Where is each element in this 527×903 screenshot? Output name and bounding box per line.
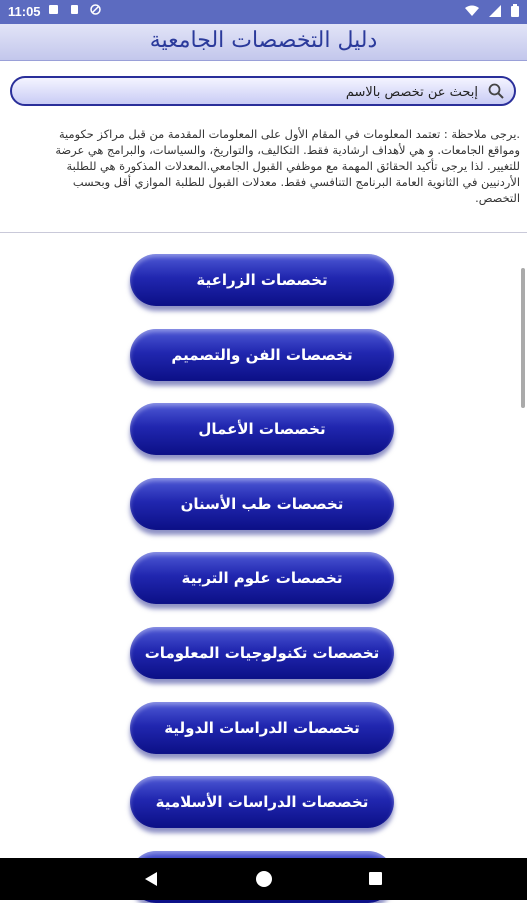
recent-apps-icon[interactable]	[369, 872, 382, 885]
back-icon[interactable]	[144, 871, 158, 887]
search-bar[interactable]	[10, 76, 516, 106]
storage-icon	[69, 4, 80, 15]
category-label: تخصصات تكنولوجيات المعلومات	[144, 644, 380, 662]
wifi-icon	[465, 5, 479, 21]
status-bar	[0, 0, 527, 24]
category-button-agriculture[interactable]	[130, 254, 394, 306]
category-label: تخصصات طب الأسنان	[180, 495, 344, 513]
category-button-dentistry[interactable]	[130, 478, 394, 530]
dnd-icon	[90, 4, 101, 15]
category-label: تخصصات الأعمال	[198, 420, 326, 438]
category-label: تخصصات الزراعية	[196, 271, 328, 289]
divider	[0, 232, 527, 233]
category-label: تخصصات الدراسات الأسلامية	[155, 793, 369, 811]
category-label: تخصصات الدراسات الدولية	[164, 719, 360, 737]
navigation-bar	[0, 858, 527, 900]
category-button-islamic-studies[interactable]	[130, 776, 394, 828]
disclaimer-note: .يرجى ملاحظة : تعتمد المعلومات في المقام الأول على المعلومات المقدمة من قبل مراكز حكومية ومواقع الجامعات. و هي لأهداف ارشادية فقط. التكاليف، والتواريخ، والسياسات، والبرامج هي عرضة للتغيير. لذا يرجى تأكيد الحقائق المهمة مع موظفي القبول الجامعي.المعدلات المذكورة هي للطلبة الأردنيين في الثانوية العامة البرنامج التنافسي فقط. معدلات القبول للطلبة الموازي أقل وبحسب التخصص.	[55, 127, 520, 205]
app-title-bar	[0, 24, 527, 61]
category-button-art-design[interactable]	[130, 329, 394, 381]
notification-icon	[48, 4, 59, 15]
search-input[interactable]	[42, 81, 480, 103]
signal-icon	[489, 5, 501, 21]
category-button-education[interactable]	[130, 552, 394, 604]
category-button-international-studies[interactable]	[130, 702, 394, 754]
app-title: دليل التخصصات الجامعية	[149, 28, 378, 53]
battery-icon	[511, 4, 519, 21]
status-time: 11:05	[8, 4, 41, 19]
category-button-information-technology[interactable]	[130, 627, 394, 679]
scrollbar[interactable]	[521, 268, 525, 408]
home-icon[interactable]	[256, 871, 272, 887]
category-label: تخصصات علوم التربية	[181, 569, 343, 587]
category-label: تخصصات الفن والتصميم	[171, 346, 353, 364]
search-icon[interactable]	[488, 83, 504, 99]
category-button-business[interactable]	[130, 403, 394, 455]
